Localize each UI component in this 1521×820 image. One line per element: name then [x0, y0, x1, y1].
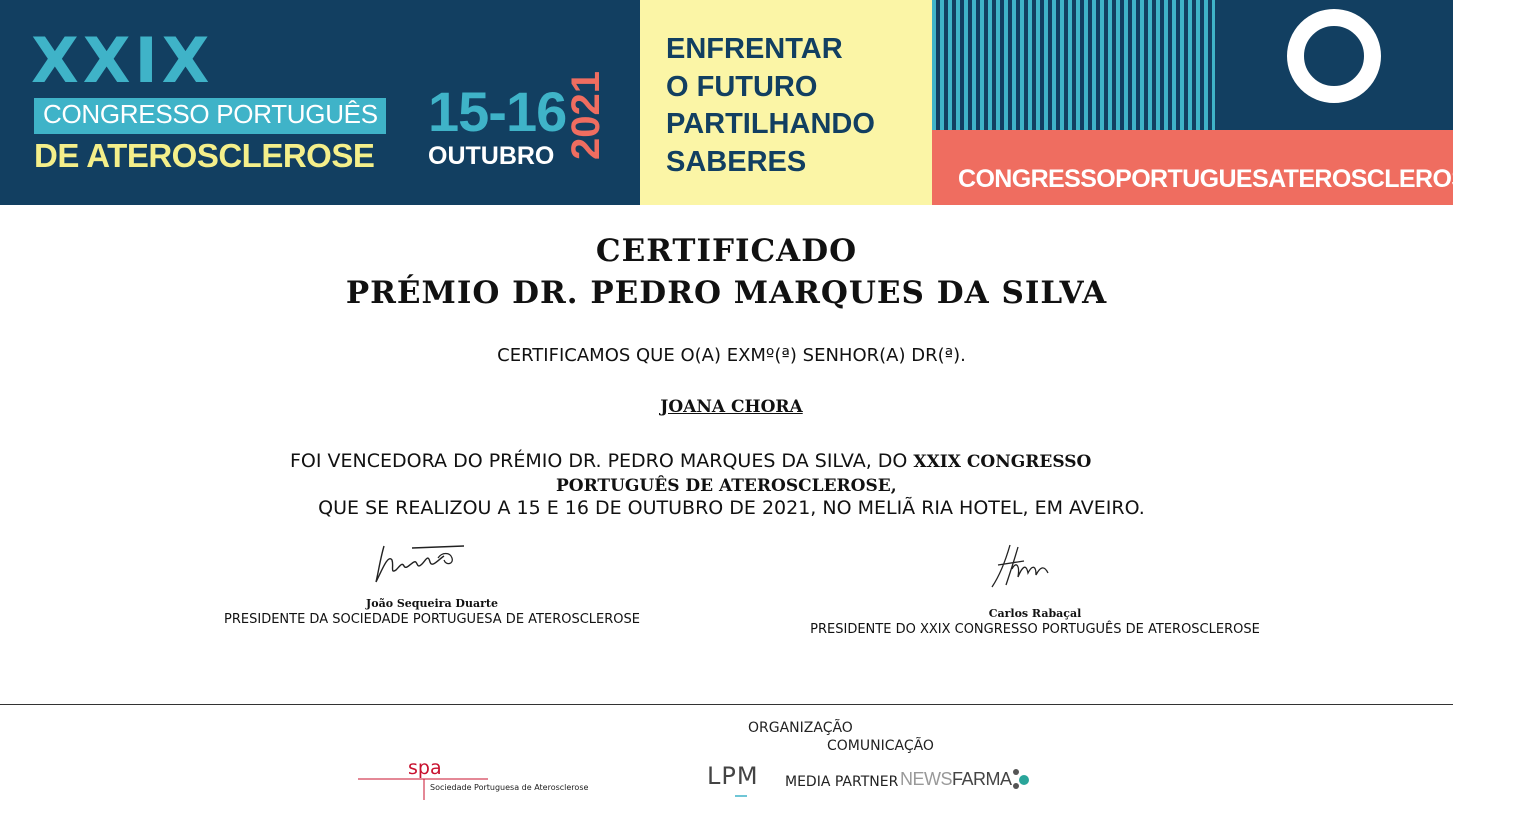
- certificate-title: CERTIFICADO: [595, 233, 858, 269]
- congress-dates: 15-16: [428, 80, 567, 143]
- recipient-name: JOANA CHORA: [660, 397, 803, 417]
- certify-line: CERTIFICAMOS QUE O(A) EXMº(ª) SENHOR(A) DR(ª).: [497, 345, 966, 366]
- media-partner-label: MEDIA PARTNER: [785, 774, 899, 790]
- signature-2: [988, 543, 1058, 591]
- organization-label: ORGANIZAÇÃO: [748, 720, 853, 736]
- winner-statement: [290, 448, 1190, 496]
- congress-month: OUTUBRO: [428, 142, 555, 170]
- winner-text: FOI VENCEDORA DO PRÉMIO DR. PEDRO MARQUES DA SILVA, DO: [290, 450, 914, 472]
- newsfarma-farma: FARMA: [952, 769, 1012, 789]
- lpm-logo-underline: [705, 762, 780, 800]
- signatory-name: Carlos Rabaçal: [988, 607, 1082, 620]
- signatory-role: PRESIDENTE DA SOCIEDADE PORTUGUESA DE ATEROSCLEROSE: [224, 612, 640, 627]
- newsfarma-logo: [900, 770, 1012, 788]
- slogan-line: O FUTURO: [666, 70, 818, 103]
- spa-subtitle: Sociedade Portuguesa de Aterosclerose: [430, 783, 589, 792]
- congress-name-bold: XXIX CONGRESSO: [913, 452, 1092, 472]
- slogan-line: ENFRENTAR: [666, 33, 843, 65]
- ring-icon: [1287, 9, 1381, 103]
- venue-line: QUE SE REALIZOU A 15 E 16 DE OUTUBRO DE 2021, NO MELIÃ RIA HOTEL, EM AVEIRO.: [318, 497, 1145, 519]
- signature-1: [372, 540, 467, 588]
- signatory-name: João Sequeira Duarte: [366, 597, 498, 610]
- newsfarma-news: NEWS: [900, 769, 952, 789]
- slogan-line: SABERES: [666, 145, 807, 178]
- spa-logo: [358, 758, 568, 802]
- congress-line2: DE ATEROSCLEROSE: [34, 137, 375, 174]
- award-title: PRÉMIO DR. PEDRO MARQUES DA SILVA: [345, 275, 1108, 311]
- spa-logo-text: spa: [408, 757, 442, 779]
- slogan-line: PARTILHANDO: [666, 108, 875, 140]
- footer-divider: [0, 704, 1453, 705]
- edition-number: XXIX: [31, 24, 214, 97]
- striped-pattern: [932, 0, 1215, 130]
- newsfarma-dots-icon: [1010, 766, 1034, 792]
- congress-line1: CONGRESSO PORTUGUÊS: [43, 99, 378, 129]
- communication-label: COMUNICAÇÃO: [827, 738, 934, 754]
- lpm-logo: LPM: [707, 762, 759, 790]
- congress-banner: [0, 0, 1521, 205]
- banner-slogan: [666, 31, 875, 181]
- congress-name-bold-2: PORTUGUÊS DE ATEROSCLEROSE,: [556, 476, 897, 496]
- signatory-role: PRESIDENTE DO XXIX CONGRESSO PORTUGUÊS DE ATEROSCLEROSE: [810, 622, 1260, 637]
- congress-website: CONGRESSOPORTUGUESATEROSCLEROSE.PT: [958, 165, 1521, 193]
- congress-year: 2021: [564, 71, 608, 160]
